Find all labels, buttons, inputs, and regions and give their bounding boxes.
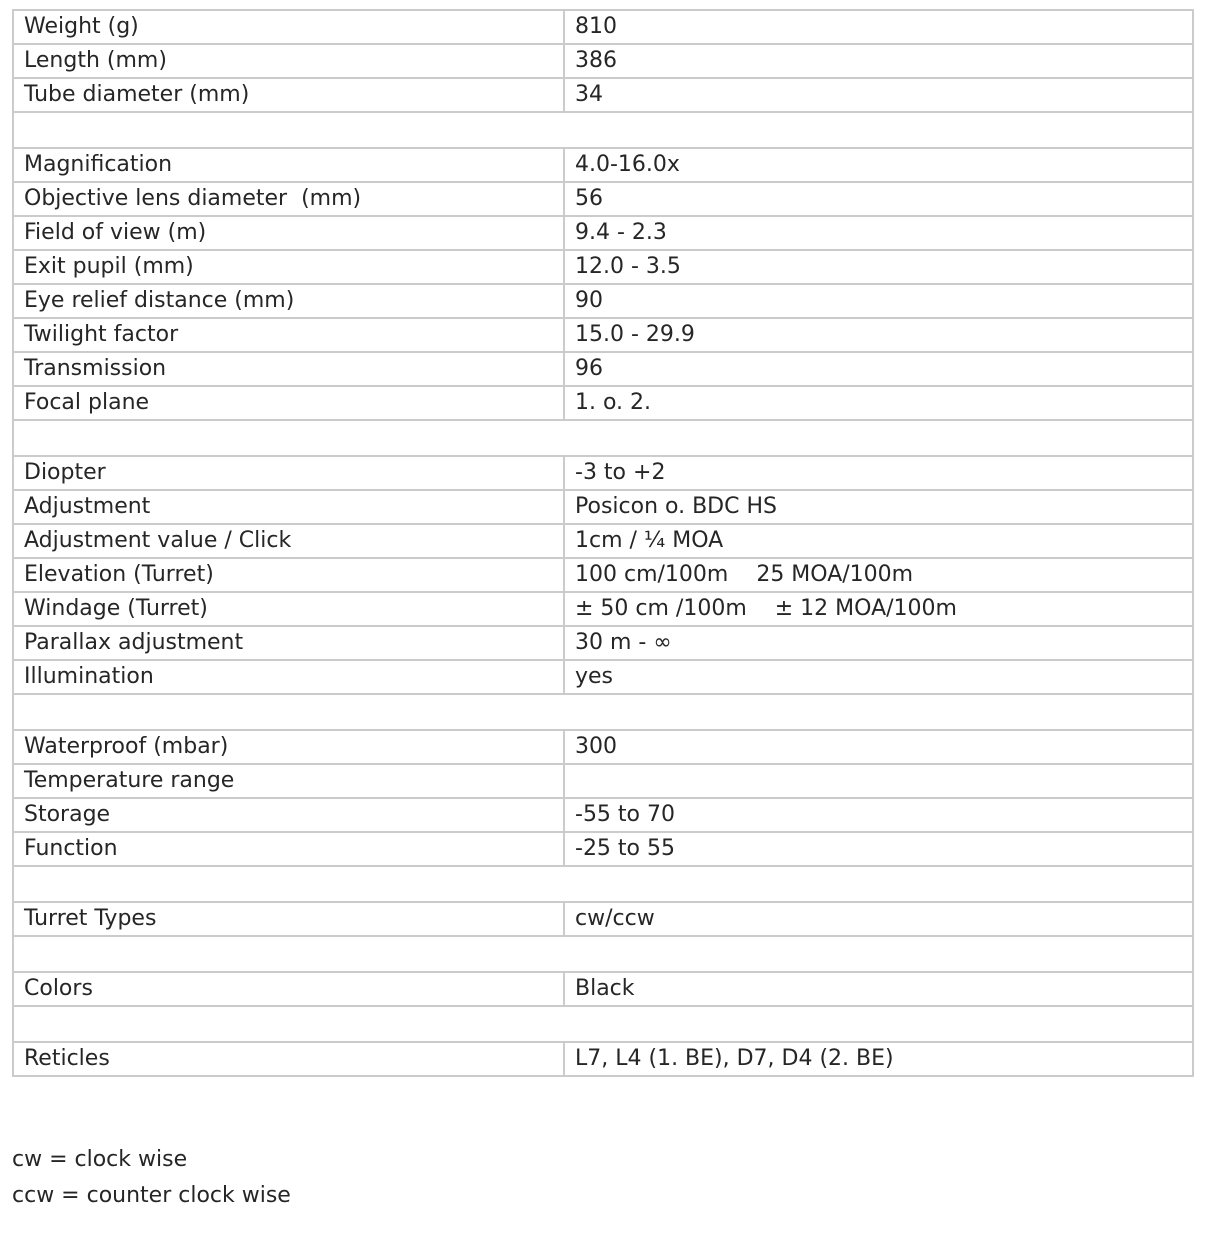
spec-label: Transmission xyxy=(13,352,564,386)
table-row xyxy=(13,764,1193,798)
spec-value: -3 to +2 xyxy=(564,456,1193,490)
spacer-cell xyxy=(13,694,1193,730)
table-row xyxy=(13,216,1193,250)
table-row xyxy=(13,318,1193,352)
spec-value: 4.0-16.0x xyxy=(564,148,1193,182)
spec-value: 810 xyxy=(564,10,1193,44)
table-row xyxy=(13,284,1193,318)
spacer-row xyxy=(13,1006,1193,1042)
table-row xyxy=(13,832,1193,866)
spec-value: 300 xyxy=(564,730,1193,764)
spec-value: 1cm / ¼ MOA xyxy=(564,524,1193,558)
spec-label: Diopter xyxy=(13,456,564,490)
spacer-row xyxy=(13,112,1193,148)
spec-value: Black xyxy=(564,972,1193,1006)
spec-label: Adjustment value / Click xyxy=(13,524,564,558)
spec-label: Field of view (m) xyxy=(13,216,564,250)
spec-value: 15.0 - 29.9 xyxy=(564,318,1193,352)
spec-label: Objective lens diameter (mm) xyxy=(13,182,564,216)
table-row xyxy=(13,798,1193,832)
spec-label: Function xyxy=(13,832,564,866)
spacer-row xyxy=(13,936,1193,972)
spec-label: Adjustment xyxy=(13,490,564,524)
table-row xyxy=(13,456,1193,490)
spacer-cell xyxy=(13,420,1193,456)
table-row xyxy=(13,902,1193,936)
spec-label: Storage xyxy=(13,798,564,832)
spec-label: Illumination xyxy=(13,660,564,694)
spec-value: 12.0 - 3.5 xyxy=(564,250,1193,284)
spec-label: Tube diameter (mm) xyxy=(13,78,564,112)
table-row xyxy=(13,250,1193,284)
table-row xyxy=(13,148,1193,182)
spec-label: Elevation (Turret) xyxy=(13,558,564,592)
spec-label: Focal plane xyxy=(13,386,564,420)
specifications-table xyxy=(12,9,1194,1077)
table-row xyxy=(13,592,1193,626)
table-row xyxy=(13,44,1193,78)
spacer-cell xyxy=(13,1006,1193,1042)
table-row xyxy=(13,524,1193,558)
spec-value: L7, L4 (1. BE), D7, D4 (2. BE) xyxy=(564,1042,1193,1076)
spec-label: Weight (g) xyxy=(13,10,564,44)
spacer-cell xyxy=(13,936,1193,972)
table-row xyxy=(13,972,1193,1006)
spec-value: -25 to 55 xyxy=(564,832,1193,866)
spec-label: Length (mm) xyxy=(13,44,564,78)
spec-value: 386 xyxy=(564,44,1193,78)
spacer-row xyxy=(13,694,1193,730)
spec-value: 56 xyxy=(564,182,1193,216)
spec-label: Waterproof (mbar) xyxy=(13,730,564,764)
table-row xyxy=(13,558,1193,592)
table-row xyxy=(13,730,1193,764)
spec-label: Twilight factor xyxy=(13,318,564,352)
spec-value: 96 xyxy=(564,352,1193,386)
table-row xyxy=(13,626,1193,660)
footnotes xyxy=(12,1142,291,1214)
spacer-cell xyxy=(13,112,1193,148)
table-row xyxy=(13,386,1193,420)
spec-label: Windage (Turret) xyxy=(13,592,564,626)
spec-value: 1. o. 2. xyxy=(564,386,1193,420)
spec-value: 30 m - ∞ xyxy=(564,626,1193,660)
specifications-table-body xyxy=(13,10,1193,1076)
spec-value: -55 to 70 xyxy=(564,798,1193,832)
spec-label: Reticles xyxy=(13,1042,564,1076)
footnote-ccw: ccw = counter clock wise xyxy=(12,1183,291,1208)
spec-label: Parallax adjustment xyxy=(13,626,564,660)
spec-value: ± 50 cm /100m ± 12 MOA/100m xyxy=(564,592,1193,626)
spec-label: Exit pupil (mm) xyxy=(13,250,564,284)
spec-value: 100 cm/100m 25 MOA/100m xyxy=(564,558,1193,592)
spec-value xyxy=(564,764,1193,798)
spacer-row xyxy=(13,866,1193,902)
spacer-row xyxy=(13,420,1193,456)
spec-value: cw/ccw xyxy=(564,902,1193,936)
spec-label: Turret Types xyxy=(13,902,564,936)
spec-value: 90 xyxy=(564,284,1193,318)
table-row xyxy=(13,182,1193,216)
spec-label: Magnification xyxy=(13,148,564,182)
table-row xyxy=(13,352,1193,386)
spec-value: 34 xyxy=(564,78,1193,112)
table-row xyxy=(13,490,1193,524)
spec-value: 9.4 - 2.3 xyxy=(564,216,1193,250)
table-row xyxy=(13,78,1193,112)
spec-label: Temperature range xyxy=(13,764,564,798)
spacer-cell xyxy=(13,866,1193,902)
table-row xyxy=(13,1042,1193,1076)
spec-label: Eye relief distance (mm) xyxy=(13,284,564,318)
spec-label: Colors xyxy=(13,972,564,1006)
table-row xyxy=(13,660,1193,694)
table-row xyxy=(13,10,1193,44)
spec-value: Posicon o. BDC HS xyxy=(564,490,1193,524)
spec-value: yes xyxy=(564,660,1193,694)
footnote-cw: cw = clock wise xyxy=(12,1147,188,1172)
